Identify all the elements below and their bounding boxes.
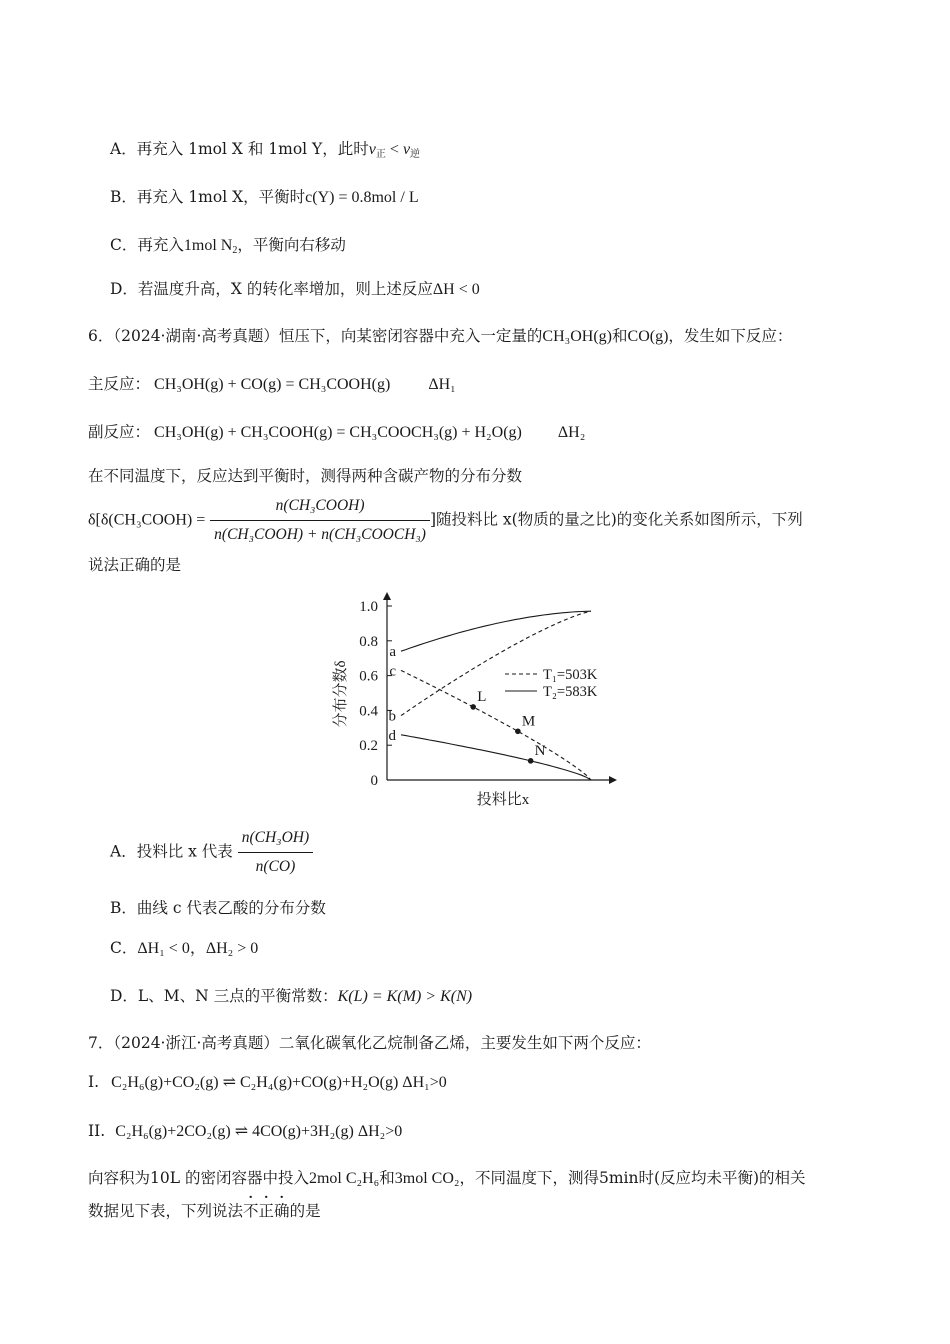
x-axis-label: 投料比x bbox=[476, 792, 530, 808]
point-label-M: M bbox=[521, 713, 536, 730]
curve-a bbox=[401, 611, 591, 651]
curve-label-a: a bbox=[389, 644, 396, 661]
y-tick-label: 0.2 bbox=[359, 738, 378, 755]
curve-d bbox=[401, 735, 591, 780]
chart-legend bbox=[505, 667, 598, 700]
q6-main-reaction: 主反应： CH₃OH(g) + CO(g) = CH₃COOH(g) ΔH₁ bbox=[88, 375, 456, 393]
curve-label-c: c bbox=[389, 663, 396, 680]
q6-delta-fraction: $\frac{\text{n(CH₃COOH)}}{\text{n(CH₃COOH) + n(CH₃COOCH₃)}}$ bbox=[210, 493, 430, 548]
distribution-chart bbox=[325, 590, 625, 815]
emphasis-mark: 确 bbox=[274, 1202, 290, 1220]
q5-option-b-math: c(Y) = 0.8mol / L bbox=[305, 189, 419, 206]
y-tick-label: 0.6 bbox=[359, 668, 378, 685]
curve-label-b: b bbox=[388, 708, 396, 725]
point-N bbox=[528, 758, 534, 764]
q6-option-a-fraction: $\frac{\text{n(CH₃OH)}}{n(CO)}$ bbox=[238, 825, 313, 880]
q5-option-a-text: A．再充入 1mol X 和 1mol Y，此时 bbox=[110, 140, 369, 158]
q5-option-c-math: 1mol $N_2$ bbox=[183, 237, 238, 256]
q7-header: 7．（2024·浙江·高考真题）二氧化碳氧化乙烷制备乙烯，主要发生如下两个反应： bbox=[88, 1034, 651, 1052]
y-axis-arrow bbox=[383, 592, 391, 600]
q6-option-c: C．ΔH₁ < 0，ΔH₂ > 0 bbox=[110, 939, 259, 957]
y-axis-label: 分布分数δ bbox=[333, 660, 349, 728]
q7-body-2: 数据见下表，下列说法不正确的是 bbox=[88, 1202, 321, 1220]
q7-reaction-2: II. C₂H₆(g)+2CO₂(g) ⇌ 4CO(g)+3H₂(g) ΔH₂>0 bbox=[88, 1122, 403, 1140]
q7-body: 向容积为10L 的密闭容器中投入2mol C₂H₆和3mol CO₂，不同温度下，测得5min时(反应均未平衡)的相关 bbox=[88, 1169, 806, 1187]
point-label-L: L bbox=[477, 688, 487, 705]
q5-option-d-math: ΔH < 0 bbox=[432, 281, 480, 298]
q6-option-d: D．L、M、N 三点的平衡常数：K(L) = K(M) > K(N) bbox=[110, 987, 473, 1005]
q5-option-c: C．再充入1mol $N_2$，平衡向右移动 bbox=[110, 236, 346, 256]
y-tick-label: 0 bbox=[370, 773, 378, 789]
q5-option-a-math: $v_正 < v_逆$ bbox=[368, 141, 421, 160]
x-axis-arrow bbox=[609, 776, 617, 784]
y-tick-label: 0.4 bbox=[359, 703, 378, 720]
q6-side-reaction: 副反应： CH₃OH(g) + CH₃COOH(g) = CH₃COOCH₃(g) + H₂O(g) ΔH₂ bbox=[88, 423, 586, 441]
q7-reaction-1: I. C₂H₆(g)+CO₂(g) ⇌ C₂H₄(g)+CO(g)+H₂O(g) ΔH₁>0 bbox=[88, 1073, 447, 1091]
q6-question-end: 说法正确的是 bbox=[88, 556, 182, 574]
point-L bbox=[470, 704, 476, 710]
emphasis-mark: 正 bbox=[258, 1202, 275, 1220]
q6-option-b: B．曲线 c 代表乙酸的分布分数 bbox=[110, 899, 326, 917]
curve-label-d: d bbox=[388, 727, 396, 744]
point-M bbox=[515, 728, 521, 734]
point-label-N: N bbox=[534, 742, 546, 759]
legend-label-1: T₁=503K bbox=[543, 667, 598, 683]
y-tick-label: 1.0 bbox=[359, 599, 378, 615]
q6-delta-definition: δ[δ(CH₃COOH) = $\frac{\text{n(CH₃COOH)}}{\text{n(CH₃COOH) + n(CH₃COOCH₃)}}$ ]随投料比 x(物质的量之比)的变化关系如图所示，下列 bbox=[88, 493, 803, 548]
legend-label-2: T₂=583K bbox=[543, 684, 598, 700]
q6-intro: 在不同温度下，反应达到平衡时，测得两种含碳产物的分布分数 bbox=[88, 467, 523, 485]
q5-option-a bbox=[110, 138, 420, 161]
chart-labels bbox=[389, 644, 546, 763]
q6-option-a: A．投料比 x 代表 $\frac{\text{n(CH₃OH)}}{n(CO)}$ bbox=[110, 825, 313, 880]
emphasis-mark: 不 bbox=[243, 1202, 259, 1220]
q5-option-d: D．若温度升高，X 的转化率增加，则上述反应ΔH < 0 bbox=[110, 280, 480, 298]
y-tick-label: 0.8 bbox=[359, 633, 378, 650]
q6-header: 6．（2024·湖南·高考真题）恒压下，向某密闭容器中充入一定量的CH₃OH(g)和CO(g)，发生如下反应： bbox=[88, 327, 793, 345]
q5-option-b: B．再充入 1mol X，平衡时c(Y) = 0.8mol / L bbox=[110, 188, 419, 206]
chart-axes bbox=[332, 592, 617, 808]
